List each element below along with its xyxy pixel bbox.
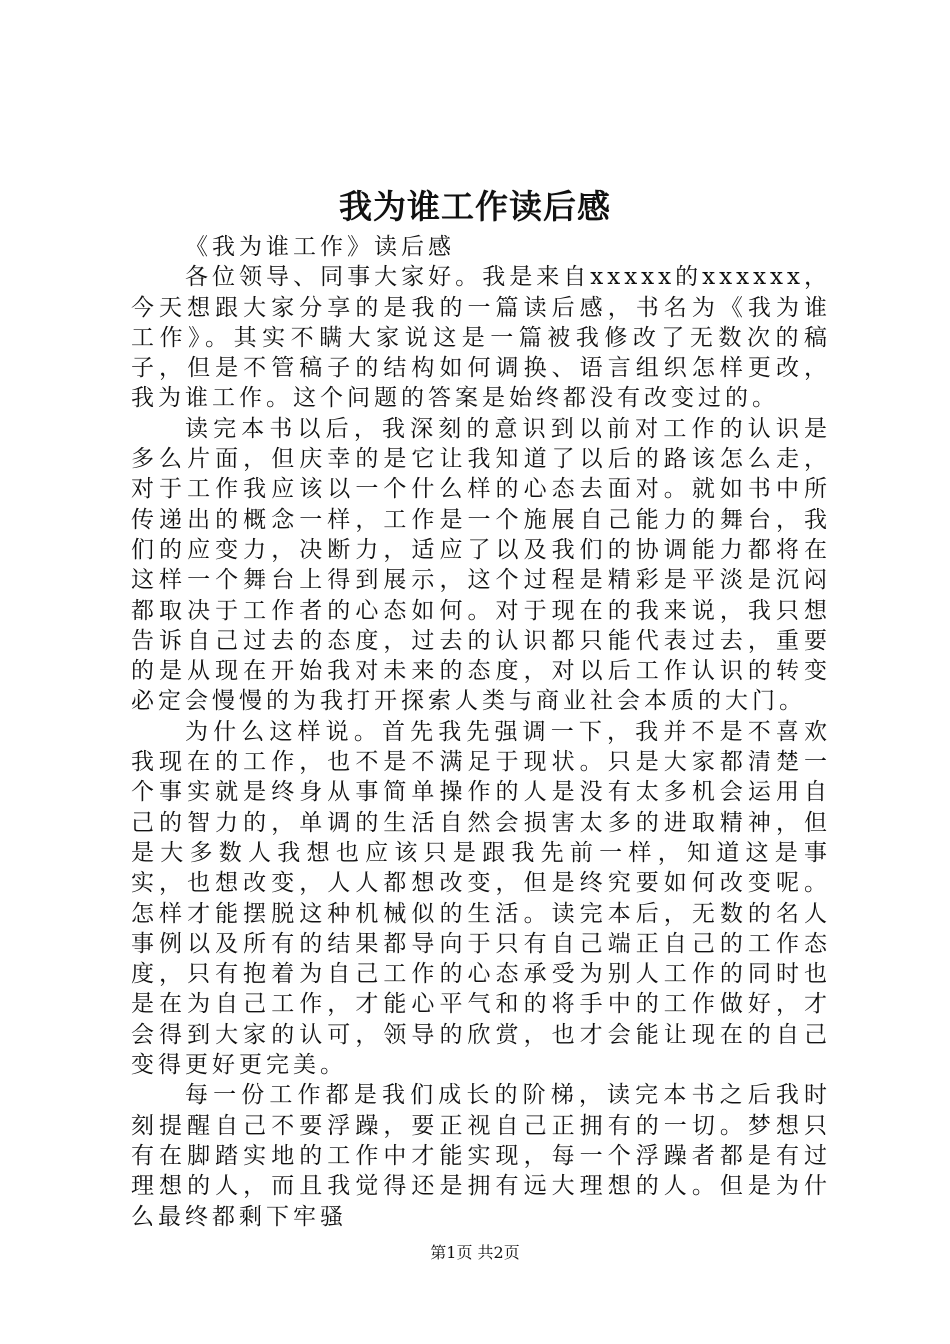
page-number-footer: 第1页 共2页 <box>430 1243 520 1262</box>
document-body <box>131 232 831 1232</box>
document-title: 我为谁工作读后感 <box>339 187 611 226</box>
body-paragraph: 每一份工作都是我们成长的阶梯，读完本书之后我时刻提醒自己不要浮躁，要正视自己正拥有的一切。梦想只有在脚踏实地的工作中才能实现，每一个浮躁者都是有过理想的人，而且我觉得还是拥有远大理想的人。但是为什么最终都剩下牢骚 <box>131 1082 831 1230</box>
body-paragraph: 各位领导、同事大家好。我是来自xxxxx的xxxxxx，今天想跟大家分享的是我的一篇读后感，书名为《我为谁工作》。其实不瞒大家说这是一篇被我修改了无数次的稿子，但是不管稿子的结构如何调换、语言组织怎样更改，我为谁工作。这个问题的答案是始终都没有改变过的。 <box>131 264 831 412</box>
body-paragraph: 读完本书以后，我深刻的意识到以前对工作的认识是多么片面，但庆幸的是它让我知道了以后的路该怎么走，对于工作我应该以一个什么样的心态去面对。就如书中所传递出的概念一样，工作是一个施展自己能力的舞台，我们的应变力，决断力，适应了以及我们的协调能力都将在这样一个舞台上得到展示，这个过程是精彩是平淡是沉闷都取决于工作者的心态如何。对于现在的我来说，我只想告诉自己过去的态度，过去的认识都只能代表过去，重要的是从现在开始我对未来的态度，对以后工作认识的转变必定会慢慢的为我打开探索人类与商业社会本质的大门。 <box>131 415 831 715</box>
body-paragraph: 为什么这样说。首先我先强调一下，我并不是不喜欢我现在的工作，也不是不满足于现状。只是大家都清楚一个事实就是终身从事简单操作的人是没有太多机会运用自己的智力的，单调的生活自然会损害太多的进取精神，但是大多数人我想也应该只是跟我先前一样，知道这是事实，也想改变，人人都想改变，但是终究要如何改变呢。怎样才能摆脱这种机械似的生活。读完本后，无数的名人事例以及所有的结果都导向于只有自己端正自己的工作态度，只有抱着为自己工作的心态承受为别人工作的同时也是在为自己工作，才能心平气和的将手中的工作做好，才会得到大家的认可，领导的欣赏，也才会能让现在的自己变得更好更完美。 <box>131 718 831 1079</box>
subtitle-paragraph: 《我为谁工作》读后感 <box>185 234 455 260</box>
